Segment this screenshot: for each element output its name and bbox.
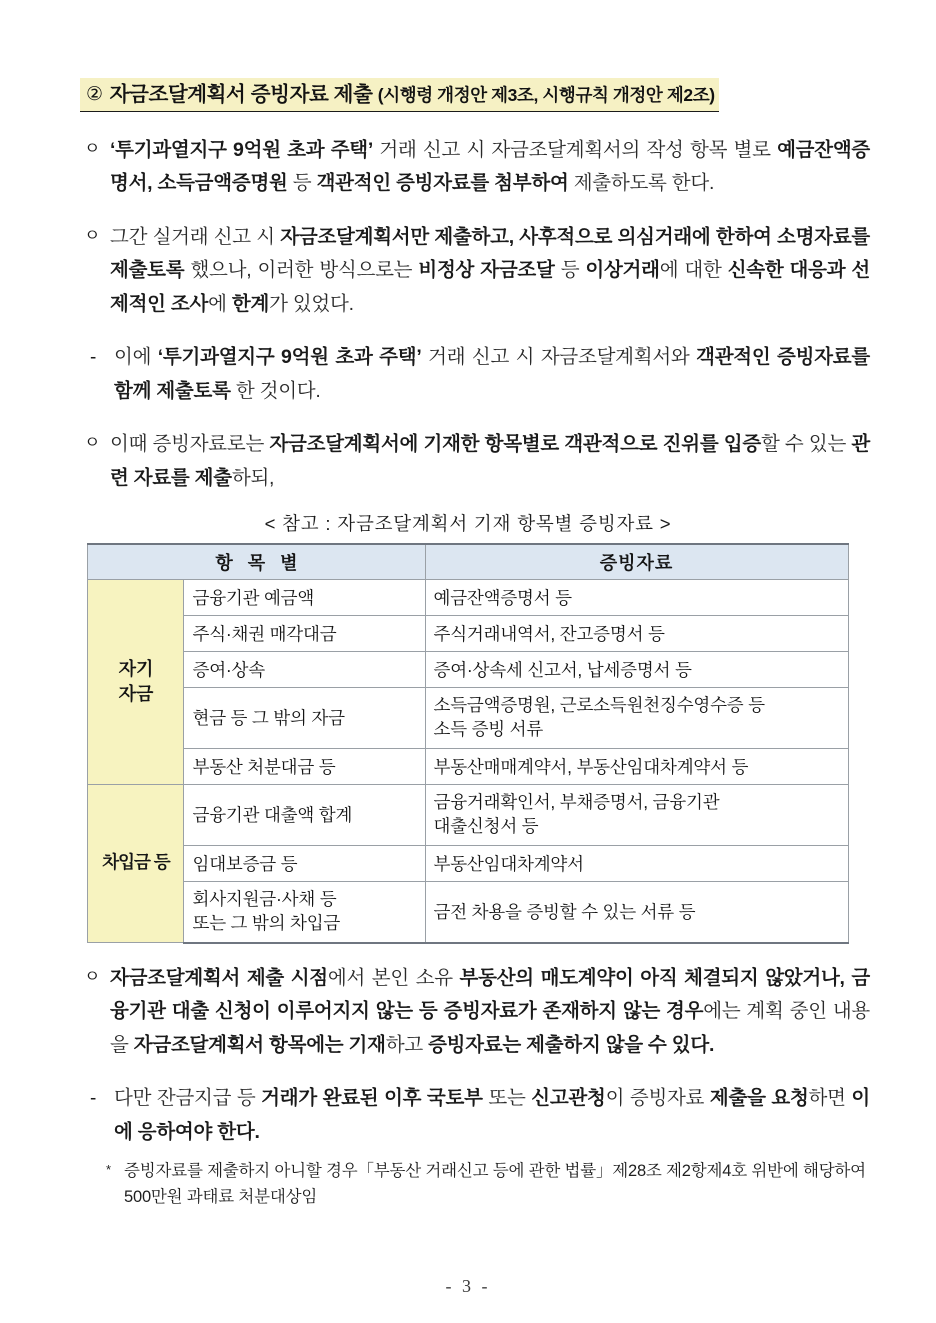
table-row [88,615,848,651]
body-text: 또는 [482,1087,532,1110]
table-document-cell: 금융거래확인서, 부채증명서, 금융기관 대출신청서 등 [425,784,848,845]
footnote-text: 증빙자료를 제출하지 아니할 경우「부동산 거래신고 등에 관한 법률」제28조 제2항제4호 위반에 해당하여 500만원 과태료 처분대상임 [124,1162,866,1206]
body-text: 제출하도록 한다. [568,172,715,195]
body-text: 에서 본인 소유 [327,966,460,989]
spacer [66,408,870,428]
paragraph-marker: - [90,1088,97,1110]
emphasis-text: ‘투기과열지구 9억원 초과 주택’ [110,138,374,161]
emphasis-text: ‘투기과열지구 9억원 초과 주택’ [157,346,422,369]
table-item-cell: 현금 등 그 밖의 자금 [184,687,425,748]
table-document-cell: 주식거래내역서, 잔고증명서 등 [425,615,848,651]
table-row [88,881,848,943]
table-header-doc: 증빙자료 [425,544,848,580]
body-text: 이 증빙자료 [605,1087,710,1110]
body-text: 등 [287,172,317,195]
body-text: 에 [208,292,232,315]
emphasis-text: 자금조달계획서만 제출하고, 사후적으로 의심거래에 한하여 소명자료를 제출토록 [110,225,870,282]
body-text: 거래 신고 시 자금조달계획서의 작성 항목 별로 [373,138,778,161]
table-header-row [88,544,848,580]
table-row [88,748,848,784]
spacer [66,321,870,341]
body-text: 거래 신고 시 자금조달계획서와 [421,346,697,369]
emphasis-text: 이에 응하여야 한다. [114,1087,870,1143]
emphasis-text: 객관적인 증빙자료를 첨부하여 [316,172,569,195]
table-row [88,687,848,748]
spacer [66,201,870,221]
emphasis-text: 신고관청 [531,1087,606,1110]
table-item-cell: 증여·상속 [184,651,425,687]
table-document-cell: 부동산매매계약서, 부동산임대차계약서 등 [425,748,848,784]
section-heading [80,78,719,112]
emphasis-text: 신속한 대응과 선제적인 조사 [110,259,870,315]
body-text: 에 대한 [659,259,728,282]
emphasis-text: 자금조달계획서 제출 시점 [110,966,328,989]
emphasis-text: 부동산의 매도계약이 아직 체결되지 않았거나, 금융기관 대출 신청이 이루어지지 않는 등 증빙자료가 존재하지 않는 경우 [110,966,871,1023]
paragraph-block-before-table [66,134,870,496]
body-text: 다만 잔금지급 등 [114,1087,262,1110]
paragraph [66,428,870,495]
emphasis-text: 이상거래 [585,259,660,282]
paragraph [66,134,870,201]
spacer [66,1062,870,1082]
paragraph-marker: ㅇ [84,225,101,245]
body-text: 가 있었다. [269,292,354,315]
table-row [88,784,848,845]
body-text: 에는 계획 중인 내용을 [110,1000,870,1056]
paragraph [66,341,870,408]
table-item-cell: 금융기관 대출액 합계 [184,784,425,845]
paragraph-marker: - [90,347,97,369]
table-header-item: 항 목 별 [88,544,425,580]
emphasis-text: 자금조달계획서 항목에는 기재 [133,1033,386,1056]
paragraph [66,1082,870,1149]
emphasis-text: 제출을 요청 [709,1087,809,1110]
emphasis-text: 예금잔액증명서, 소득금액증명원 [110,138,870,195]
table-item-cell: 금융기관 예금액 [184,579,425,615]
emphasis-text: 객관적인 증빙자료를 함께 제출토록 [114,346,870,402]
table-document-cell: 금전 차용을 증빙할 수 있는 서류 등 [425,881,848,943]
page-number: - 3 - [445,1276,491,1296]
body-text: 하되, [231,466,275,489]
table-item-cell: 임대보증금 등 [184,845,425,881]
body-text: 하면 [808,1087,852,1110]
table-row [88,651,848,687]
body-text: 이에 [114,346,158,369]
reference-table [87,543,848,944]
table-category-cell: 자기 자금 [88,579,184,784]
body-text: 하고 [385,1033,429,1056]
paragraph [66,221,870,322]
table-document-cell: 예금잔액증명서 등 [425,579,848,615]
body-text: 한 것이다. [230,379,321,402]
emphasis-text: 거래가 완료된 이후 국토부 [261,1087,483,1110]
body-text: 그간 실거래 신고 시 [110,225,281,248]
table-body [88,579,848,943]
emphasis-text: 자금조달계획서에 기재한 항목별로 객관적으로 진위를 입증 [269,433,761,456]
body-text: 했으나, 이러한 방식으로는 [184,259,419,282]
paragraph-marker: ㅇ [84,966,101,986]
paragraph [66,962,870,1063]
body-text: 할 수 있는 [760,433,852,456]
table-head [88,544,848,580]
body-text: 이때 증빙자료로는 [110,433,270,456]
emphasis-text: 한계 [231,292,270,315]
table-item-cell: 부동산 처분대금 등 [184,748,425,784]
paragraph-marker: ㅇ [84,138,101,158]
section-number: ② [86,84,103,105]
table-document-cell: 소득금액증명원, 근로소득원천징수영수증 등 소득 증빙 서류 [425,687,848,748]
table-item-cell: 주식·채권 매각대금 [184,615,425,651]
paragraph-marker: ㅇ [84,433,101,453]
emphasis-text: 관련 자료를 제출 [110,433,870,489]
footnote [66,1159,870,1210]
footnote-marker: * [106,1162,111,1178]
section-heading-sub: (시행령 개정안 제3조, 시행규칙 개정안 제2조) [377,85,715,105]
table-document-cell: 증여·상속세 신고서, 납세증명서 등 [425,651,848,687]
table-document-cell: 부동산임대차계약서 [425,845,848,881]
section-heading-main: 자금조달계획서 증빙자료 제출 [109,83,373,106]
table-item-cell: 회사지원금·사채 등 또는 그 밖의 차입금 [184,881,425,943]
table-row [88,579,848,615]
table-row [88,845,848,881]
table-category-cell: 차입금 등 [88,784,184,943]
emphasis-text: 비정상 자금조달 [418,259,555,282]
table-caption: < 참고 : 자금조달계획서 기재 항목별 증빙자료 > [264,512,672,534]
body-text: 등 [554,259,586,282]
emphasis-text: 증빙자료는 제출하지 않을 수 있다. [428,1033,715,1056]
paragraph-block-after-table [66,962,870,1150]
